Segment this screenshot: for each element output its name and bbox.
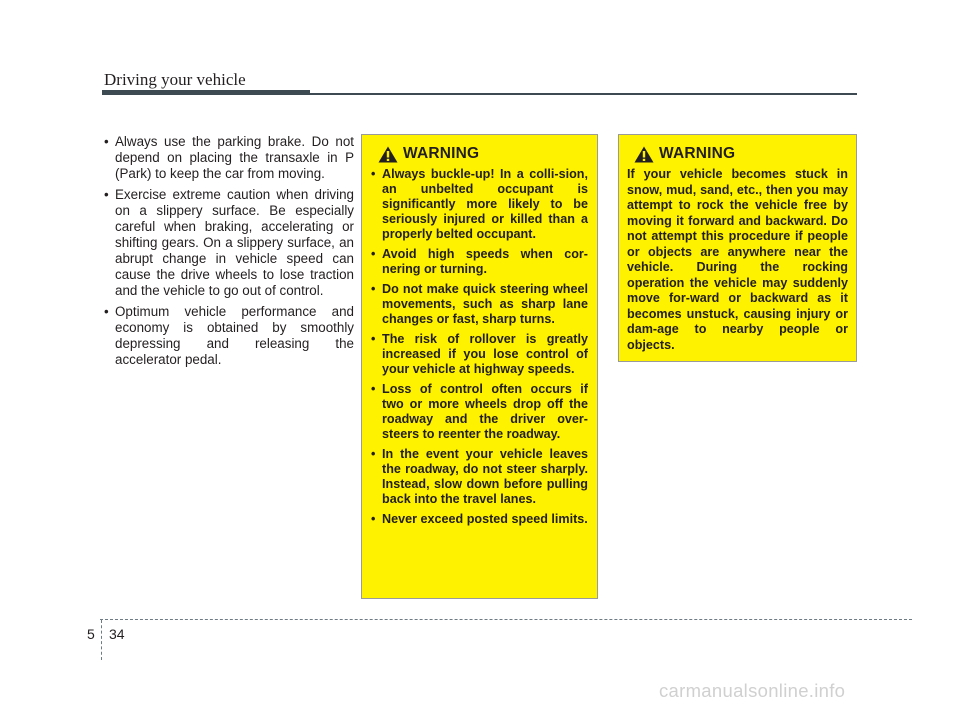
- list-item: [102, 304, 354, 368]
- warning-title: WARNING: [659, 145, 736, 162]
- bullet: •: [371, 382, 376, 396]
- bullet: •: [104, 187, 109, 202]
- warning-body: If your vehicle becomes stuck in snow, mud, sand, etc., then you may attempt to rock the vehicle free by moving it forward and backward. Do not attempt this procedure if people or objects are anywhere near the vehicle. During the rocking operation the vehicle may suddenly move for-ward or backward as it becomes unstuck, causing injury or dam-age to nearby people or objects.: [627, 167, 848, 352]
- warning-box-stuck-vehicle: [618, 134, 857, 362]
- warning-item: [371, 512, 588, 527]
- warning-item: [371, 282, 588, 327]
- warning-item-text: Never exceed posted speed limits.: [382, 512, 588, 526]
- warning-item-text: Always buckle-up! In a colli-sion, an unbelted occupant is significantly more likely to be seriously injured or killed than a properly belted occupant.: [382, 167, 588, 241]
- bullet: •: [371, 282, 376, 296]
- page-number: 34: [109, 626, 125, 642]
- watermark: carmanualsonline.info: [659, 680, 846, 701]
- warning-item: [371, 382, 588, 442]
- warning-item-text: Avoid high speeds when cor-nering or turning.: [382, 247, 588, 276]
- header-rule-thin: [310, 93, 857, 95]
- warning-item: [371, 447, 588, 507]
- warning-item-text: In the event your vehicle leaves the roadway, do not steer sharply. Instead, slow down before pulling back into the travel lanes.: [382, 447, 588, 506]
- list-item-text: Always use the parking brake. Do not depend on placing the transaxle in P (Park) to keep the car from moving.: [115, 134, 354, 181]
- main-text-column: [102, 134, 354, 373]
- list-item: [102, 187, 354, 299]
- list-item: [102, 134, 354, 182]
- warning-item-text: The risk of rollover is greatly increased if you lose control of your vehicle at highway speeds.: [382, 332, 588, 376]
- bullet: •: [371, 447, 376, 461]
- warning-header: [627, 145, 848, 163]
- warning-item: [371, 332, 588, 377]
- bullet: •: [371, 247, 376, 261]
- warning-title: WARNING: [403, 145, 480, 162]
- header-rule-thick: [102, 90, 310, 95]
- warning-box-driving: [361, 134, 598, 599]
- warning-item: [371, 247, 588, 277]
- warning-header: [371, 145, 588, 163]
- warning-item: [371, 167, 588, 242]
- footer-page-divider: [101, 620, 102, 660]
- warning-triangle-icon: [378, 146, 398, 163]
- bullet: •: [371, 332, 376, 346]
- warning-item-text: Loss of control often occurs if two or more wheels drop off the roadway and the driver over-steers to reenter the roadway.: [382, 382, 588, 441]
- footer-divider: [100, 619, 912, 620]
- list-item-text: Exercise extreme caution when driving on a slippery surface. Be especially careful when braking, accelerating or shifting gears. On a slippery surface, an abrupt change in vehicle speed can cause the drive wheels to lose traction and the vehicle to go out of control.: [115, 187, 354, 298]
- list-item-text: Optimum vehicle performance and economy is obtained by smoothly depressing and releasing the accelerator pedal.: [115, 304, 354, 367]
- bullet: •: [371, 512, 376, 526]
- bullet: •: [104, 134, 109, 149]
- bullet: •: [104, 304, 109, 319]
- warning-triangle-icon: [634, 146, 654, 163]
- bullet: •: [371, 167, 376, 181]
- chapter-number: 5: [87, 626, 95, 642]
- page-header-title: Driving your vehicle: [104, 70, 246, 89]
- warning-item-text: Do not make quick steering wheel movements, such as sharp lane changes or fast, sharp turns.: [382, 282, 588, 326]
